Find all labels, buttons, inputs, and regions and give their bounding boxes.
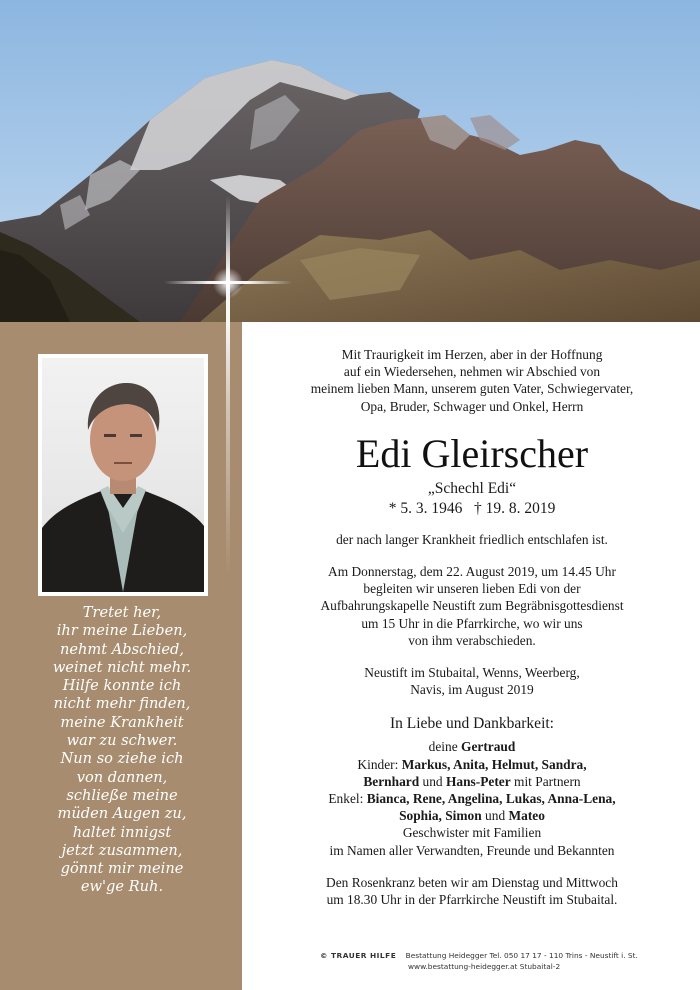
footer-website: www.bestattung-heidegger.at Stubaital-2: [408, 962, 561, 971]
poem-line: weinet nicht mehr.: [52, 658, 192, 676]
intro-line: meinem lieben Mann, unserem guten Vater, Schwiegervater,: [310, 381, 634, 397]
poem-line: war zu schwer.: [66, 732, 178, 750]
conjunction: und: [485, 808, 506, 824]
funeral-line: Aufbahrungskapelle Neustift zum Begräbnisgottesdienst: [320, 598, 624, 614]
children-label: Kinder:: [357, 756, 399, 772]
poem-line: gönnt mir meine: [60, 860, 184, 878]
grandchild-name: Mateo: [508, 808, 545, 824]
funeral-line: begleiten wir unseren lieben Edi von der: [363, 581, 581, 597]
siblings-line: Geschwister mit Familien: [402, 825, 542, 841]
poem-line: ew'ge Ruh.: [80, 878, 164, 896]
children-line: [262, 756, 682, 773]
poem: [20, 604, 224, 897]
deceased-nickname: „Schechl Edi“: [427, 479, 517, 497]
poem-line: schließe meine: [66, 786, 178, 804]
portrait-photo: [38, 354, 208, 596]
child-name: Hans-Peter: [445, 773, 511, 789]
poem-line: nicht mehr finden,: [53, 695, 191, 713]
relatives-line: im Namen aller Verwandten, Freunde und Bekannten: [329, 842, 615, 858]
poem-line: meine Krankheit: [60, 713, 184, 731]
grandchildren-line-2: [262, 807, 682, 824]
funeral-line: um 15 Uhr in die Pfarrkirche, wo wir uns: [361, 615, 583, 631]
mourners-heading: In Liebe und Dankbarkeit:: [390, 715, 554, 733]
cross-glow: [213, 268, 243, 298]
mountain-photo: [0, 0, 700, 322]
footer-row: [320, 950, 680, 961]
cross-vertical-beam: [226, 196, 230, 576]
poem-line: von dannen,: [76, 768, 168, 786]
child-name: Bernhard: [363, 773, 420, 789]
grandchildren-label: Enkel:: [328, 791, 364, 807]
grandchildren-names: Bianca, Rene, Angelina, Lukas, Anna-Lena,: [366, 791, 616, 807]
life-dates: [262, 498, 682, 519]
children-suffix: mit Partnern: [514, 773, 581, 789]
deceased-name: Edi Gleirscher: [355, 430, 589, 476]
poem-line: Tretet her,: [82, 604, 162, 621]
poem-line: haltet innigst: [72, 823, 172, 841]
intro-line: auf ein Wiedersehen, nehmen wir Abschied von: [343, 364, 601, 380]
life-dates-text: * 5. 3. 1946 † 19. 8. 2019: [388, 499, 556, 517]
place-line: Neustift im Stubaital, Wenns, Weerberg,: [364, 665, 580, 681]
poem-line: ihr meine Lieben,: [56, 622, 188, 640]
grandchild-names: Sophia, Simon: [399, 808, 482, 824]
rosary-line: um 18.30 Uhr in der Pfarrkirche Neustift im Stubaital.: [326, 892, 618, 908]
passing-line: der nach langer Krankheit friedlich entschlafen ist.: [336, 531, 608, 547]
trauer-hilfe-logo: © TRAUER HILFE: [320, 951, 397, 960]
poem-line: jetzt zusammen,: [61, 841, 183, 859]
poem-line: Nun so ziehe ich: [60, 750, 184, 768]
intro-line: Mit Traurigkeit im Herzen, aber in der Hoffnung: [341, 347, 603, 362]
rosary-line: Den Rosenkranz beten wir am Dienstag und Mittwoch: [326, 874, 618, 890]
footer: [320, 950, 680, 972]
poem-line: Hilfe konnte ich: [62, 677, 182, 695]
poem-line: nehmt Abschied,: [59, 640, 184, 658]
wife-line: [262, 738, 682, 755]
conjunction: und: [422, 773, 443, 789]
obituary-text: [262, 346, 682, 908]
footer-company: Bestattung Heidegger Tel. 050 17 17 - 110 Trins - Neustift i. St.: [405, 951, 638, 960]
poem-line: müden Augen zu,: [57, 805, 187, 823]
children-line-2: [262, 773, 682, 790]
grandchildren-line: [262, 790, 682, 807]
place-line: Navis, im August 2019: [410, 682, 534, 698]
funeral-line: Am Donnerstag, dem 22. August 2019, um 14.45 Uhr: [328, 564, 616, 580]
funeral-line: von ihm verabschieden.: [408, 632, 536, 648]
wife-name: Gertraud: [461, 739, 516, 755]
wife-prefix: deine: [428, 739, 458, 755]
intro-line: Opa, Bruder, Schwager und Onkel, Herrn: [360, 398, 584, 414]
children-names: Markus, Anita, Helmut, Sandra,: [401, 756, 587, 772]
